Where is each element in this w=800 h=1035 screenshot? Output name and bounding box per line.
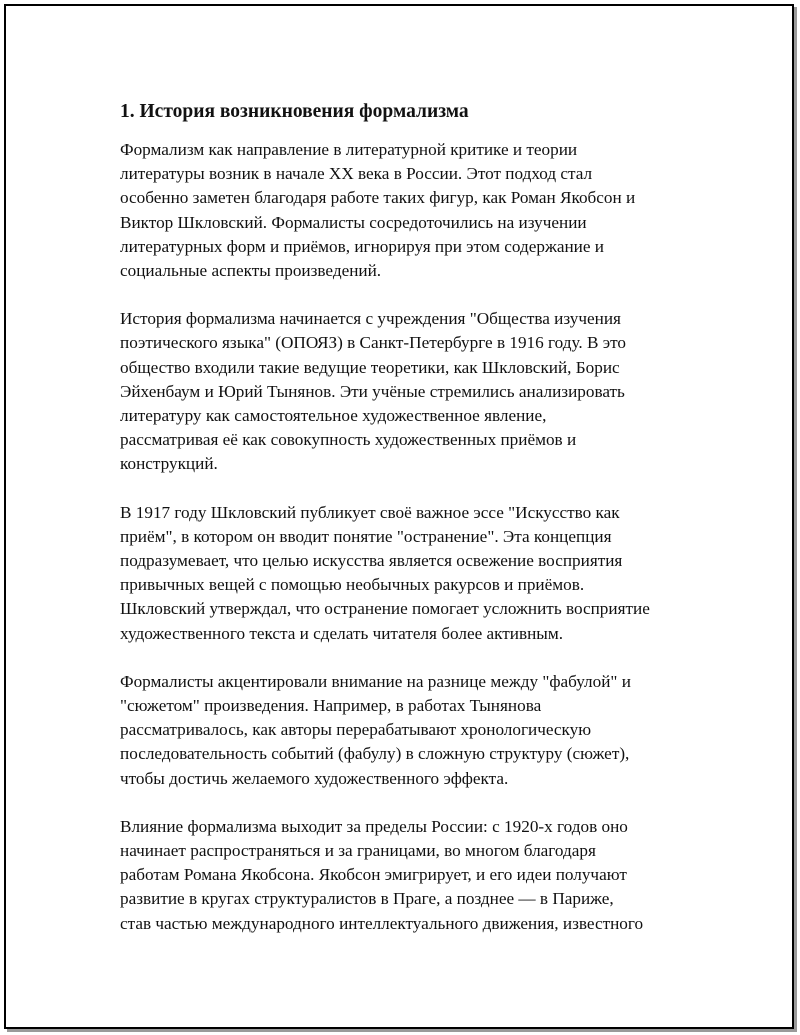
text-line: Влияние формализма выходит за пределы России: с 1920-х годов оно bbox=[120, 816, 628, 836]
text-line: Эйхенбаум и Юрий Тынянов. Эти учёные стремились анализировать bbox=[120, 381, 625, 401]
text-line: общество входили такие ведущие теоретики, как Шкловский, Борис bbox=[120, 357, 620, 377]
document-page bbox=[4, 4, 794, 1029]
text-line: рассматривалось, как авторы перерабатывают хронологическую bbox=[120, 720, 592, 740]
text-line: Формализм как направление в литературной критике и теории bbox=[120, 140, 578, 159]
document-body bbox=[120, 100, 700, 960]
text-line: В 1917 году Шкловский публикует своё важное эссе "Искусство как bbox=[120, 502, 620, 522]
text-line: конструкций. bbox=[120, 454, 218, 474]
text-line: последовательность событий (фабулу) в сложную структуру (сюжет), bbox=[120, 744, 630, 764]
text-line: чтобы достичь желаемого художественного эффекта. bbox=[120, 768, 509, 788]
text-line: литературы возник в начале XX века в России. Этот подход стал bbox=[120, 164, 593, 184]
text-line: Формалисты акцентировали внимание на разнице между "фабулой" и bbox=[120, 671, 631, 691]
text-line: развитие в кругах структуралистов в Праге, а позднее — в Париже, bbox=[120, 889, 614, 909]
paragraph-list bbox=[120, 138, 700, 936]
text-line: приём", в котором он вводит понятие "остранение". Эта концепция bbox=[120, 526, 612, 546]
text-line: подразумевает, что целью искусства является освежение восприятия bbox=[120, 551, 623, 571]
paragraph-2 bbox=[120, 307, 700, 476]
text-line: литературных форм и приёмов, игнорируя при этом содержание и bbox=[120, 236, 605, 256]
text-line: поэтического языка" (ОПОЯЗ) в Санкт-Петербурге в 1916 году. В это bbox=[120, 333, 626, 353]
text-line: История формализма начинается с учреждения "Общества изучения bbox=[120, 309, 621, 329]
section-heading: 1. История возникновения формализма bbox=[120, 101, 469, 122]
text-line: привычных вещей с помощью необычных ракурсов и приёмов. bbox=[120, 575, 585, 595]
text-line: Виктор Шкловский. Формалисты сосредоточились на изучении bbox=[120, 212, 587, 232]
text-line: художественного текста и сделать читателя более активным. bbox=[120, 623, 563, 643]
text-line: особенно заметен благодаря работе таких фигур, как Роман Якобсон и bbox=[120, 188, 636, 208]
text-line: литературу как самостоятельное художественное явление, bbox=[120, 406, 547, 426]
paragraph-5 bbox=[120, 815, 700, 936]
text-line: работам Романа Якобсона. Якобсон эмигрирует, и его идеи получают bbox=[120, 865, 627, 885]
text-line: социальные аспекты произведений. bbox=[120, 261, 382, 281]
text-line: став частью международного интеллектуального движения, известного bbox=[120, 913, 644, 933]
text-line: "сюжетом" произведения. Например, в работах Тынянова bbox=[120, 696, 542, 716]
paragraph-4 bbox=[120, 670, 700, 791]
text-line: начинает распространяться и за границами, во многом благодаря bbox=[120, 841, 596, 861]
text-line: рассматривая её как совокупность художественных приёмов и bbox=[120, 430, 577, 450]
paragraph-1 bbox=[120, 138, 700, 283]
text-line: Шкловский утверждал, что остранение помогает усложнить восприятие bbox=[120, 599, 650, 619]
paragraph-3 bbox=[120, 501, 700, 646]
